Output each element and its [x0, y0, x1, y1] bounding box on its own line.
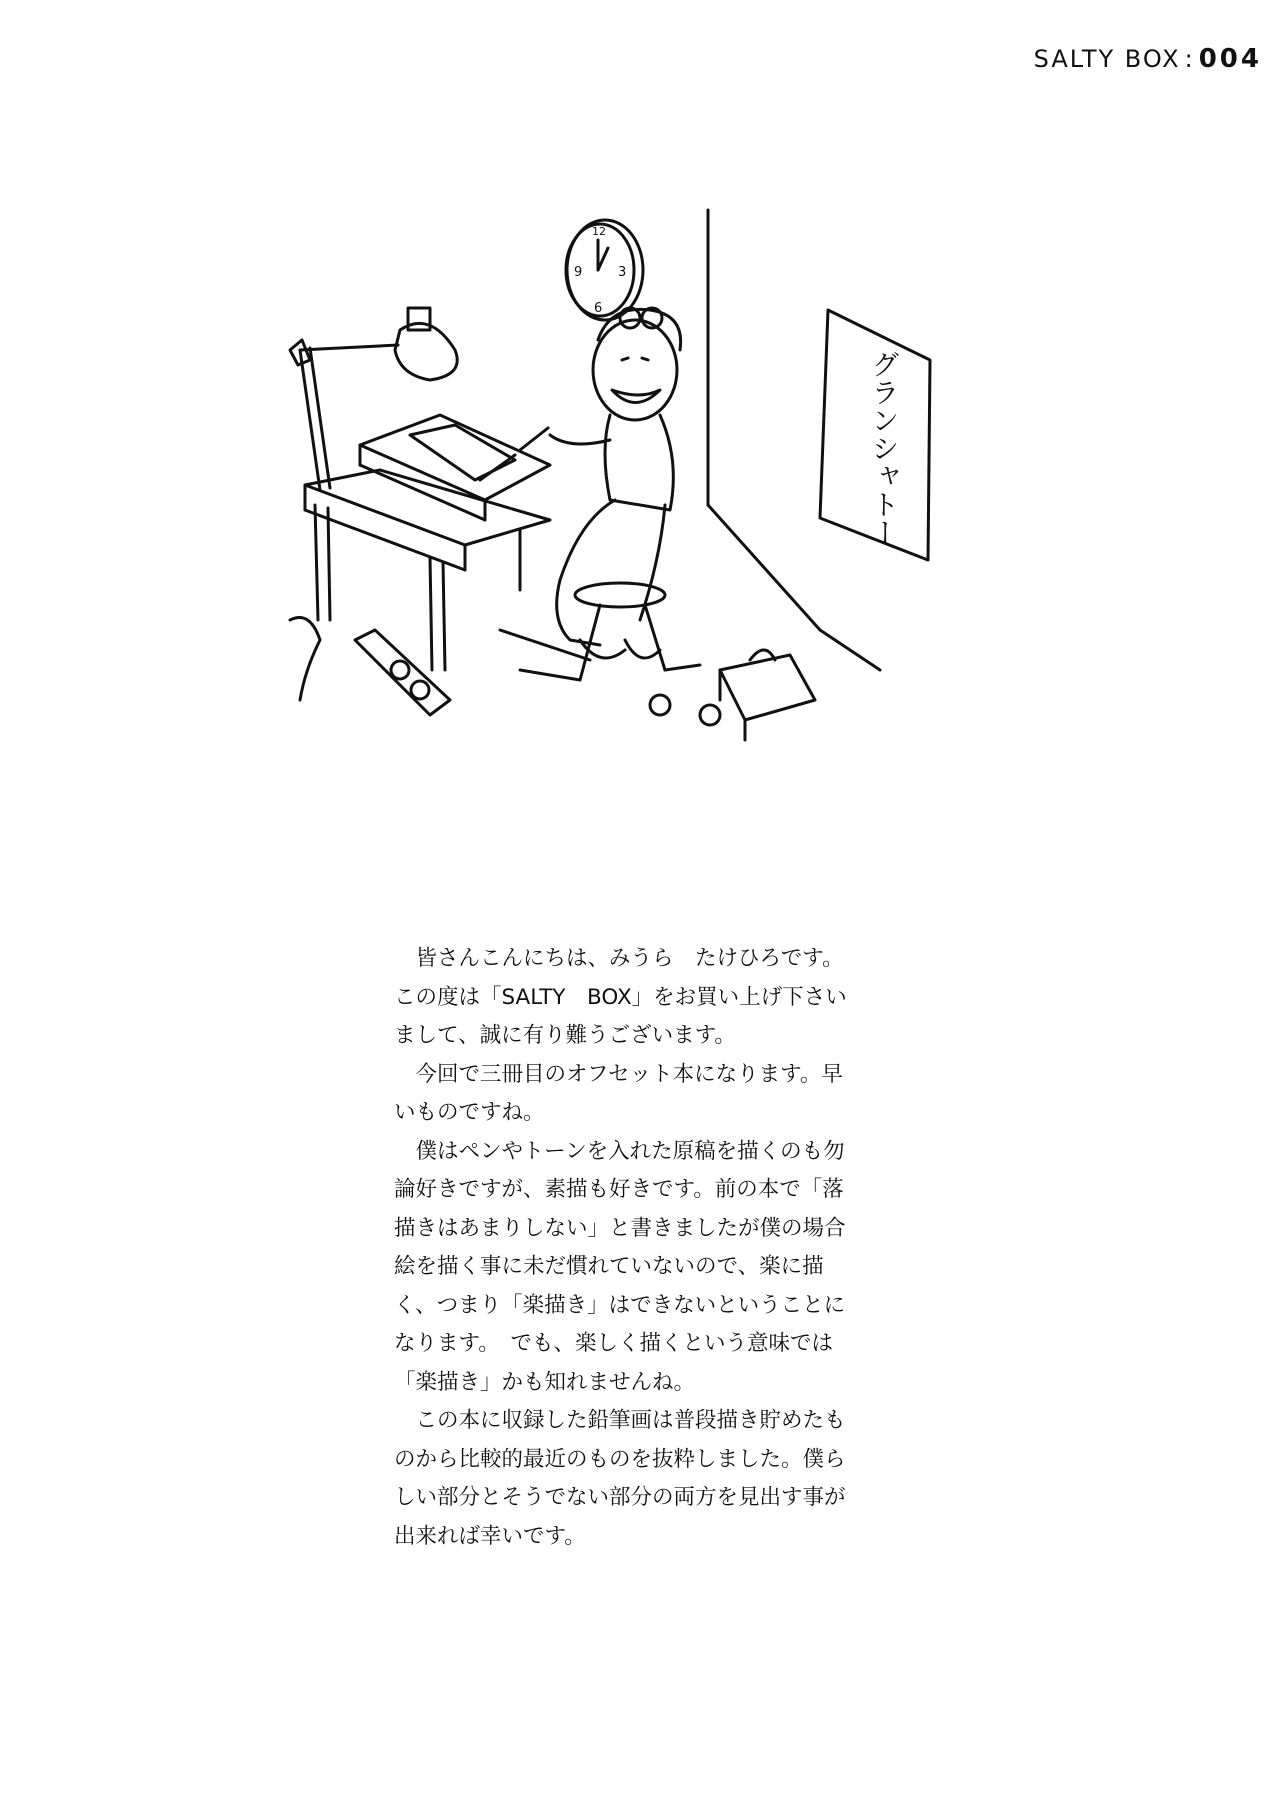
- desk-lamp: [290, 308, 457, 490]
- wall-corner: [708, 210, 880, 670]
- paragraph: 僕はペンやトーンを入れた原稿を描くのも勿論好きですが、素描も好きです。前の本で「落描きはあまりしない」と書きましたが僕の場合絵を描く事に未だ慣れていないので、楽に描く、つまり「楽描き」はできないということになります。 でも、楽しく描くという意味では「楽描き」かも知れませんね。: [394, 1138, 846, 1395]
- clock-number-3: 3: [618, 265, 627, 280]
- paragraph: 今回で三冊目のオフセット本になります。早いものですね。: [394, 1061, 843, 1125]
- wall-poster: [820, 310, 930, 560]
- paragraph: この本に収録した鉛筆画は普段描き貯めたものから比較的最近のものを抜粋しました。僕らしい部分とそうでない部分の両方を見出す事が出来れば幸いです。: [394, 1408, 846, 1549]
- floor-items: [290, 618, 815, 741]
- artist-at-desk-illustration: [280, 200, 980, 860]
- wall-clock: [566, 220, 643, 320]
- series-title: SALTY BOX: [1033, 45, 1181, 73]
- clock-number-6: 6: [594, 301, 603, 316]
- artist-character: [480, 308, 681, 658]
- body-text: [394, 940, 854, 1556]
- poster-text: グランシャトー: [867, 350, 901, 546]
- paragraph: 皆さんこんにちは、みうら たけひろです。この度は「SALTY BOX」をお買い上げ下さいまして、誠に有り難うございます。: [394, 946, 847, 1048]
- desk: [305, 470, 550, 670]
- drawing-board: [360, 415, 550, 520]
- stool: [500, 583, 700, 680]
- page-header: [1034, 44, 1262, 74]
- clock-number-12: 12: [592, 225, 606, 238]
- header-separator: :: [1184, 45, 1195, 73]
- clock-number-9: 9: [574, 265, 583, 280]
- page-number: 004: [1198, 44, 1262, 74]
